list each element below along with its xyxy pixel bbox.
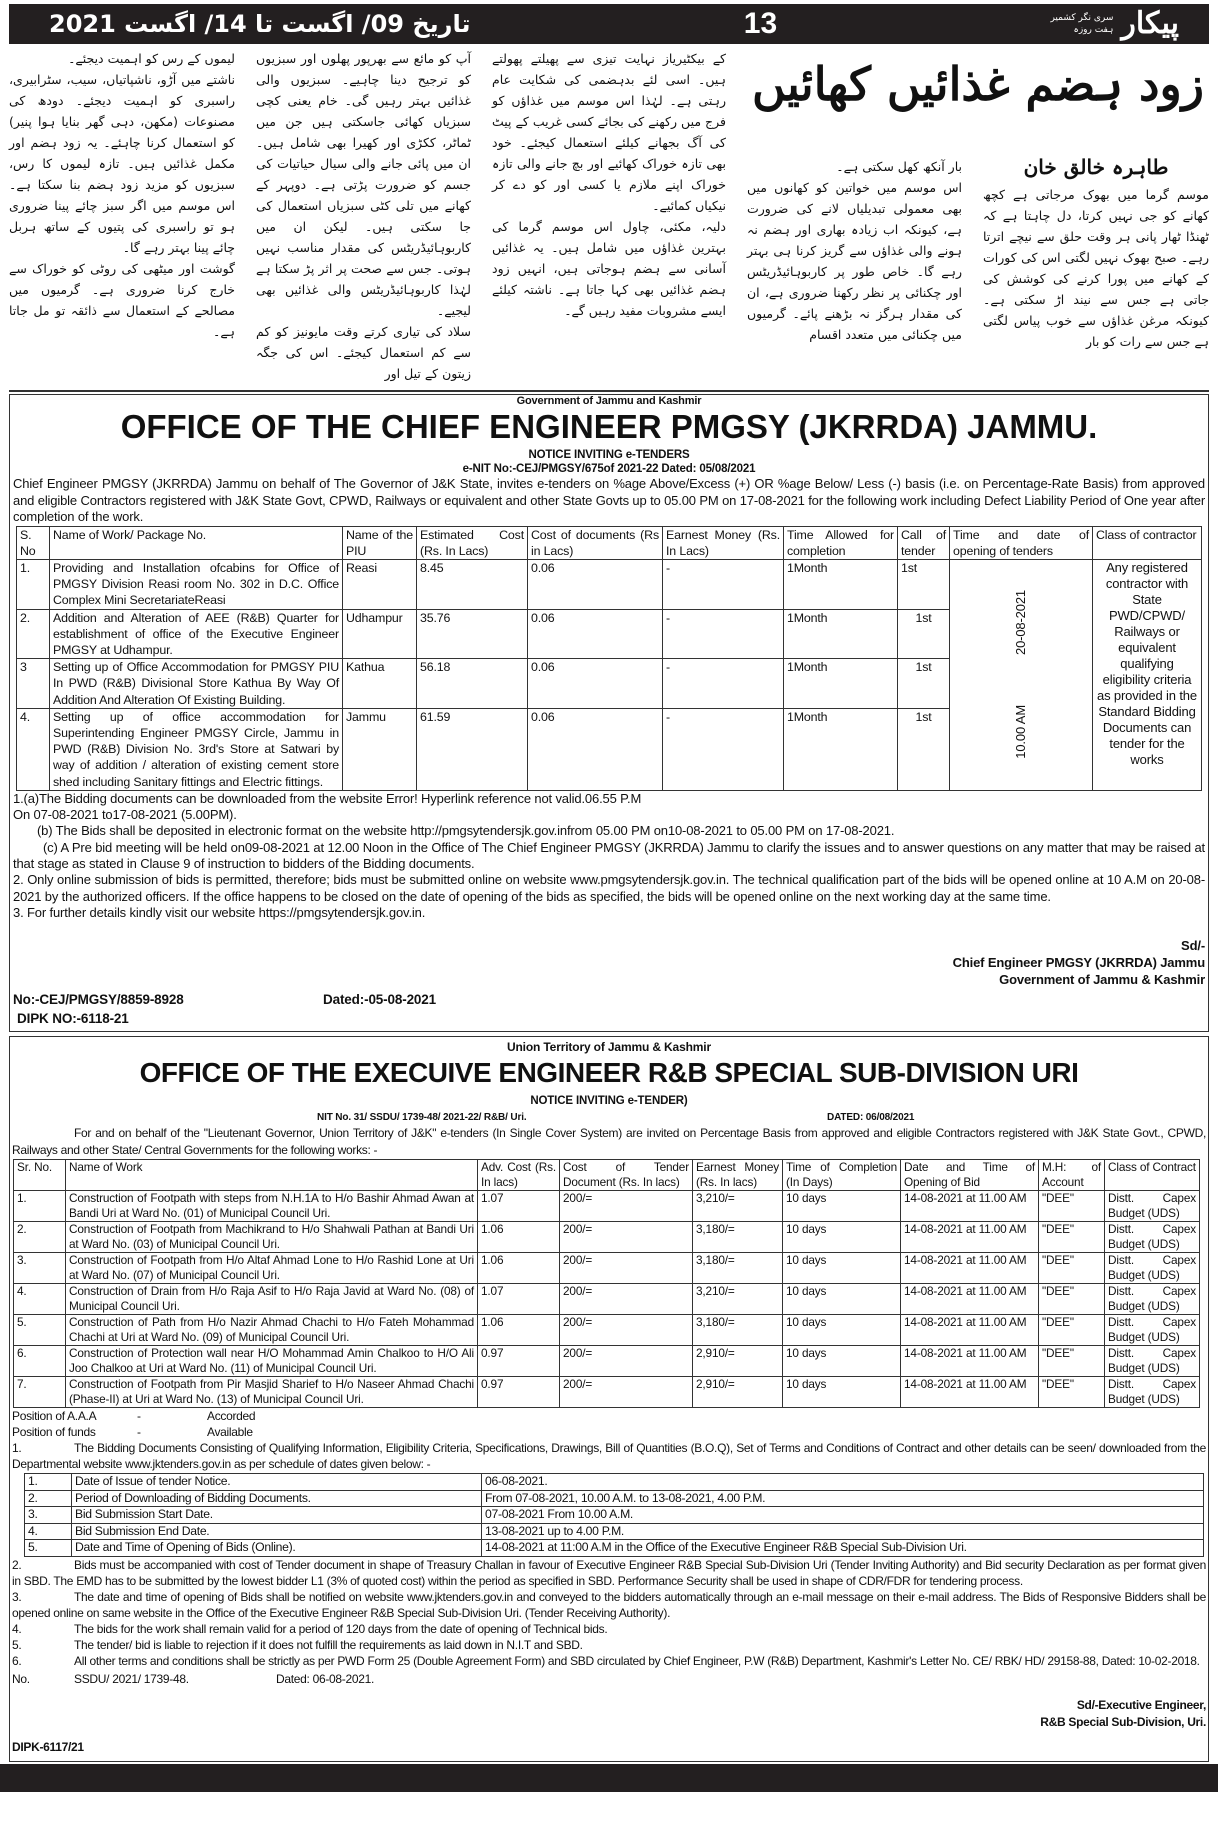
table-row <box>14 1253 1200 1284</box>
nit-number: NIT No. 31/ SSDU/ 1739-48/ 2021-22/ R&B/ Uri. <box>317 1112 527 1124</box>
table-cell: Distt. Capex Budget (UDS) <box>1105 1222 1200 1253</box>
signatory-title: Chief Engineer PMGSY (JKRRDA) Jammu <box>952 955 1205 971</box>
table-cell: 8.45 <box>417 559 528 609</box>
schedule-row <box>25 1474 1204 1491</box>
para-text: The Bidding Documents Consisting of Qualifying Information, Eligibility Criteria, Specifications, Drawings, Bill of Quantities (B.O.Q), Set of Terms and Conditions of Contract and other details can be seen/ downloaded from the Departmental website www.jktenders.gov.in as per schedule of dates given below: - <box>12 1441 1206 1472</box>
table-row <box>14 1284 1200 1315</box>
table-cell: Distt. Capex Budget (UDS) <box>1105 1315 1200 1346</box>
issue-date: تاریخ 09/ اگست تا 14/ اگست 2021 <box>49 10 471 38</box>
table-cell: 10 days <box>783 1346 901 1377</box>
notice-intro: For and on behalf of the "Lieutenant Governor, Union Territory of J&K" e-tenders (In Single Cover System) are invited on Percentage Basis from approved and eligible Contractors registered with J&K State Govt., CPWD, Railways and other State/ Central Governments for the following works: - <box>12 1126 1206 1158</box>
para-text: The date and time of opening of Bids shall be notified on website www.jktenders.gov.in and conveyed to the bidders automatically through an e-mail message on their e-mail address. The Bids of Responsive Bidders shall be opened online on same website in the Office of the Executive Engineer R&B Special Sub-Division Uri. (Tender Receiving Authority). <box>12 1589 1206 1620</box>
article-column-1 <box>983 152 1209 384</box>
table-cell: 14-08-2021 at 11.00 AM <box>901 1377 1039 1408</box>
opening-time: 10.00 AM <box>1013 705 1028 760</box>
table-cell: - <box>663 708 784 790</box>
uri-works-table <box>13 1159 1200 1408</box>
column-header: Time and date of opening of tenders <box>950 526 1093 559</box>
table-cell: 0.06 <box>528 708 663 790</box>
article-paragraph: بار آنکھ کھل سکتی ہے۔ <box>836 159 962 174</box>
notice-ut: Union Territory of Jammu & Kashmir <box>506 1040 712 1055</box>
no-value: SSDU/ 2021/ 1739-48. <box>74 1671 189 1686</box>
schedule-cell: 1. <box>25 1474 72 1491</box>
table-cell: 4. <box>14 1284 66 1315</box>
schedule-cell: Date and Time of Opening of Bids (Online). <box>72 1540 482 1557</box>
table-cell: 1.07 <box>478 1191 560 1222</box>
column-header: Call of tender <box>898 526 950 559</box>
funds-value: Available <box>207 1425 253 1440</box>
table-cell: 1st <box>898 609 950 659</box>
table-cell: "DEE" <box>1039 1377 1105 1408</box>
table-cell: 61.59 <box>417 708 528 790</box>
contractor-class: Any registered contractor with State PWD/CPWD/ Railways or equivalent qualifying eligibility criteria as provided in the Standard Bidding Documents can tender for the works <box>1093 559 1202 790</box>
table-cell: 5. <box>14 1315 66 1346</box>
schedule-cell: Period of Downloading of Bidding Documents. <box>72 1490 482 1507</box>
table-cell: 14-08-2021 at 11.00 AM <box>901 1346 1039 1377</box>
column-header: M.H: of Account <box>1039 1160 1105 1191</box>
table-cell: 200/= <box>560 1191 693 1222</box>
table-cell: 200/= <box>560 1315 693 1346</box>
nit-date: DATED: 06/08/2021 <box>827 1112 915 1124</box>
table-cell: Providing and Installation ofcabins for Office of PMGSY Division Reasi room No. 302 in D.C. Office Complex Mini SecretariateReasi <box>50 559 343 609</box>
table-cell: 10 days <box>783 1253 901 1284</box>
article-column-5 <box>9 48 235 384</box>
table-cell: Distt. Capex Budget (UDS) <box>1105 1191 1200 1222</box>
table-cell: 10 days <box>783 1315 901 1346</box>
article-paragraph: اس موسم میں خواتین کو کھانوں میں بھی معمولی تبدیلیاں لانے کی ضرورت ہے، کیونکہ اب زیادہ بھاری اور ہضم نہ ہونے والی غذاؤں سے گریز کرنا ہی بہتر رہے گا۔ خاص طور پر کاربوہائیڈریٹس اور چکنائی پر نظر رکھنا ضروری ہے، ان کی مقدار ہرگز نہ بڑھنے پائے۔ گرمیوں میں چکنائی میں متعدد اقسام <box>747 180 962 342</box>
article-column-4 <box>256 48 471 384</box>
table-cell: Construction of Footpath with steps from N.H.1A to H/o Bashir Ahmad Awan at Bandi Uri at Ward No. (01) of Municipal Council Uri. <box>66 1191 478 1222</box>
column-header: Name of Work/ Package No. <box>50 526 343 559</box>
table-row <box>14 1222 1200 1253</box>
schedule-cell: 07-08-2021 From 10.00 A.M. <box>482 1507 1204 1524</box>
table-cell: 200/= <box>560 1377 693 1408</box>
logo-subtitle: ہفت روزہ <box>1073 25 1114 35</box>
signatory-government: Government of Jammu & Kashmir <box>999 972 1205 988</box>
table-cell: 14-08-2021 at 11.00 AM <box>901 1315 1039 1346</box>
table-cell: Reasi <box>343 559 417 609</box>
table-cell: 0.97 <box>478 1346 560 1377</box>
table-cell: 10 days <box>783 1377 901 1408</box>
table-cell: Jammu <box>343 708 417 790</box>
table-cell: 1Month <box>784 708 898 790</box>
footer-bar <box>0 1764 1218 1792</box>
column-header: Time of Completion (In Days) <box>783 1160 901 1191</box>
schedule-cell: 14-08-2021 at 11:00 A.M in the Office of the Executive Engineer R&B Special Sub-Division Uri. <box>482 1540 1204 1557</box>
table-cell: Distt. Capex Budget (UDS) <box>1105 1284 1200 1315</box>
table-cell: Setting up of office accommodation for Superintending Engineer PMGSY Circle, Jammu in PWD (R&B) Division No. 3rd's Store at Satwari by way of addition / alteration of existing cement store shed including Sanitary fittings and Electric fittings. <box>50 708 343 790</box>
table-cell: 14-08-2021 at 11.00 AM <box>901 1284 1039 1315</box>
table-cell: Addition and Alteration of AEE (R&B) Quarter for establishment of office of the Executive Engineer PMGSY at Udhampur. <box>50 609 343 659</box>
table-cell: 200/= <box>560 1284 693 1315</box>
table-cell: 14-08-2021 at 11.00 AM <box>901 1191 1039 1222</box>
no-label: No. <box>12 1671 30 1686</box>
table-cell: 200/= <box>560 1346 693 1377</box>
article-headline: زود ہضم غذائیں کھائیں <box>752 57 1204 111</box>
signature-sd: Sd/- <box>1181 938 1205 954</box>
table-cell: 200/= <box>560 1222 693 1253</box>
table-cell: 10 days <box>783 1284 901 1315</box>
table-cell: 1Month <box>784 559 898 609</box>
uri-tender-notice <box>9 1036 1209 1762</box>
column-header: Time Allowed for completion <box>784 526 898 559</box>
article-paragraph: دلیہ، مکئی، چاول اس موسم گرما کی بہترین غذاؤں میں شامل ہیں۔ یہ غذائیں آسانی سے ہضم ہوجاتی ہیں، انہیں زود ہضم غذائیں بھی کہا جاتا ہے۔ ناشتہ کیلئے ایسے مشروبات مفید رہیں گے۔ <box>492 219 726 318</box>
column-header: Date and Time of Opening of Bid <box>901 1160 1039 1191</box>
notice-paragraph <box>12 1557 1206 1589</box>
table-cell: 0.06 <box>528 609 663 659</box>
logo-location: سری نگر کشمیر <box>1050 13 1114 23</box>
article-byline: طاہرہ خالق خان <box>1023 155 1169 179</box>
table-cell: 1st <box>898 708 950 790</box>
table-cell: 6. <box>14 1346 66 1377</box>
column-header: Earnest Money (Rs. In Lacs) <box>663 526 784 559</box>
schedule-table <box>24 1473 1204 1557</box>
table-cell: Kathua <box>343 659 417 709</box>
table-cell: 3 <box>17 659 50 709</box>
table-row <box>14 1191 1200 1222</box>
schedule-row <box>25 1540 1204 1557</box>
notice-subtitle: NOTICE INVITING e-TENDER) <box>530 1095 688 1108</box>
pmgsy-works-table <box>16 526 1202 791</box>
aaa-label: Position of A.A.A <box>12 1409 97 1424</box>
table-cell: Udhampur <box>343 609 417 659</box>
table-cell: 2,910/= <box>693 1377 783 1408</box>
table-cell: 0.06 <box>528 559 663 609</box>
column-header: Name of Work <box>66 1160 478 1191</box>
schedule-cell: 06-08-2021. <box>482 1474 1204 1491</box>
table-cell: Construction of Drain from H/o Raja Asif to H/o Raja Javid at Ward No. (08) of Municipal Council Uri. <box>66 1284 478 1315</box>
article-column-2 <box>747 152 962 384</box>
column-header: Estimated Cost (Rs. In Lacs) <box>417 526 528 559</box>
column-header: Adv. Cost (Rs. In lacs) <box>478 1160 560 1191</box>
no-date: Dated: 06-08-2021. <box>276 1671 375 1686</box>
article-paragraph: لیموں کے رس کو اہمیت دیجئے۔ <box>68 51 235 66</box>
table-header-row <box>17 526 1202 559</box>
column-header: Cost of Tender Document (Rs. In lacs) <box>560 1160 693 1191</box>
notice-paragraph <box>12 1589 1206 1621</box>
masthead-bar <box>9 4 1209 44</box>
table-cell: "DEE" <box>1039 1253 1105 1284</box>
notice-paragraph <box>12 1653 1206 1669</box>
table-cell: 14-08-2021 at 11.00 AM <box>901 1253 1039 1284</box>
signatory-office: R&B Special Sub-Division, Uri. <box>1040 1714 1206 1729</box>
article-paragraph: موسم گرما میں بھوک مرجاتی ہے کچھ کھانے کو جی نہیں کرتا، دل چاہتا ہے کہ ٹھنڈا ٹھار پانی ہر وقت حلق سے نیچے اترتا رہے۔ صبح بھوک نہیں لگتی اس کی کورات کے کھانے میں پورا کرنے کی کوشش کی جاتی ہے جس سے نیند اڑ سکتی ہے۔ کیونکہ مرغن غذاؤں سے خوب پیاس لگتی ہے جس سے رات کو بار <box>983 187 1209 349</box>
notice-title: OFFICE OF THE CHIEF ENGINEER PMGSY (JKRRDA) JAMMU. <box>120 408 1098 445</box>
signatory-title: Sd/-Executive Engineer, <box>1076 1697 1206 1712</box>
table-cell: Distt. Capex Budget (UDS) <box>1105 1253 1200 1284</box>
schedule-cell: 3. <box>25 1507 72 1524</box>
table-cell: - <box>663 609 784 659</box>
table-row <box>14 1346 1200 1377</box>
pmgsy-tender-notice <box>9 394 1209 1032</box>
schedule-cell: Bid Submission Start Date. <box>72 1507 482 1524</box>
table-cell: 35.76 <box>417 609 528 659</box>
table-cell: 1Month <box>784 659 898 709</box>
column-header: Class of contractor <box>1093 526 1202 559</box>
schedule-cell: 4. <box>25 1523 72 1540</box>
opening-date-cell <box>950 559 1093 790</box>
column-header: Sr. No. <box>14 1160 66 1191</box>
article-column-3 <box>492 48 726 384</box>
schedule-row <box>25 1490 1204 1507</box>
article-paragraph: کے بیکٹیریاز نہایت تیزی سے پھیلتے پھولتے ہیں۔ اسی لئے بدہضمی کی شکایت عام رہتی ہے۔ لہٰذا اس موسم میں غذاؤں کو فرج میں رکھنے کی بجائے کسی غریب کے پیٹ کی آگ بجھانے کیلئے استعمال کیجئے۔ خود بھی تازہ خوراک کھائیے اور بچ جانے والی تازہ خوراک اپنے ملازم یا کسی اور کو دے کر نیکیاں کمائیے۔ <box>492 51 726 213</box>
table-cell: Construction of Footpath from H/o Altaf Ahmad Lone to H/o Rashid Lone at Uri at Ward No. (07) of Municipal Council Uri. <box>66 1253 478 1284</box>
schedule-cell: 2. <box>25 1490 72 1507</box>
table-cell: 4. <box>17 708 50 790</box>
table-cell: 2. <box>14 1222 66 1253</box>
notice-note: 2. Only online submission of bids is permitted, therefore; bids must be submitted online on website www.pmgsytendersjk.gov.in. The technical qualification part of the bids will be opened online at 10 A.M on 20-08-2021 by the authorized officers. If the office happens to be closed on the date of opening of the bids as specified, the bids will be opened online on the next working day at the same time. <box>13 872 1205 904</box>
table-cell: "DEE" <box>1039 1315 1105 1346</box>
para-number: 3. <box>12 1589 22 1604</box>
table-cell: 1.06 <box>478 1253 560 1284</box>
table-cell: 1.06 <box>478 1315 560 1346</box>
column-header: Class of Contract <box>1105 1160 1200 1191</box>
schedule-cell: Bid Submission End Date. <box>72 1523 482 1540</box>
reference-number: No:-CEJ/PMGSY/8859-8928 <box>13 992 184 1008</box>
reference-date: Dated:-05-08-2021 <box>323 992 437 1008</box>
table-cell: 3,180/= <box>693 1253 783 1284</box>
table-cell: - <box>663 559 784 609</box>
notice-note: 1.(a)The Bidding documents can be downloaded from the website Error! Hyperlink reference not valid.06.55 P.M <box>13 790 642 806</box>
table-cell: 1. <box>14 1191 66 1222</box>
table-row <box>14 1315 1200 1346</box>
table-cell: 7. <box>14 1377 66 1408</box>
notice-note: (c) A Pre bid meeting will be held on09-08-2021 at 12.00 Noon in the Office of The Chief Engineer PMGSY (JKRRDA) Jammu to clarify the issues and to answer questions on any matter that may be raised at that stage as stated in Clause 9 of instruction to bidders of the Bidding documents. <box>13 839 1205 871</box>
para-text: The tender/ bid is liable to rejection if it does not fulfill the requirements as laid down in N.I.T and SBD. <box>74 1637 583 1652</box>
table-header-row <box>14 1160 1200 1191</box>
table-cell: "DEE" <box>1039 1191 1105 1222</box>
table-cell: 3,210/= <box>693 1191 783 1222</box>
table-cell: 56.18 <box>417 659 528 709</box>
notice-government: Government of Jammu and Kashmir <box>516 395 702 407</box>
table-cell: Setting up of Office Accommodation for PMGSY PIU In PWD (R&B) Divisional Store Kathua By Way Of Addition And Alteration Of Existing Building. <box>50 659 343 709</box>
aaa-value: Accorded <box>207 1409 256 1424</box>
column-header: Cost of documents (Rs in Lacs) <box>528 526 663 559</box>
table-cell: 14-08-2021 at 11.00 AM <box>901 1222 1039 1253</box>
schedule-cell: Date of Issue of tender Notice. <box>72 1474 482 1491</box>
funds-label: Position of funds <box>12 1425 96 1440</box>
table-cell: 1st <box>898 659 950 709</box>
schedule-row <box>25 1523 1204 1540</box>
enit-number: e-NIT No:-CEJ/PMGSY/675of 2021-22 Dated: 05/08/2021 <box>462 463 756 475</box>
table-cell: "DEE" <box>1039 1284 1105 1315</box>
schedule-cell: 5. <box>25 1540 72 1557</box>
para-number: 1. <box>12 1441 22 1456</box>
table-cell: 3,210/= <box>693 1284 783 1315</box>
table-cell: "DEE" <box>1039 1222 1105 1253</box>
notice-note: 3. For further details kindly visit our website https://pmgsytendersjk.gov.in. <box>13 904 426 920</box>
article-paragraph: ناشتے میں آڑو، ناشپاتیاں، سیب، سٹرابیری، راسبری کو اہمیت دیجئے۔ دودھ کی مصنوعات (مکھن، دہی گھر بنایا ہوا پنیر) کو استعمال کرنا چاہئے۔ یہ زود ہضم اور مکمل غذائیں ہیں۔ تازہ لیموں کا رس، سبزیوں کو مزید زود ہضم بنا سکتا ہے۔ اس موسم میں اگر سبز چائے پینا ضروری ہو تو راسبری کی پتیوں کے ساتھ ہربل چائے پینا بہتر رہے گا۔ <box>9 72 235 255</box>
column-header: Earnest Money (Rs. In lacs) <box>693 1160 783 1191</box>
table-cell: 3,180/= <box>693 1222 783 1253</box>
table-cell: 10 days <box>783 1191 901 1222</box>
notice-subtitle: NOTICE INVITING e-TENDERS <box>528 449 690 461</box>
para-number: 5. <box>12 1637 22 1652</box>
dipk-number: DIPK NO:-6118-21 <box>17 1011 129 1027</box>
newspaper-logo <box>1050 6 1179 42</box>
article-paragraph: گوشت اور میٹھی کی روٹی کو خوراک سے خارج کرنا ضروری ہے۔ گرمیوں میں مصالحے کے استعمال سے ذائقہ تو مل جاتا ہے۔ <box>9 261 235 339</box>
article-paragraph: سلاد کی تیاری کرتے وقت مایونیز کو کم سے کم استعمال کیجئے۔ اس کی جگہ زیتون کے تیل اور <box>256 324 471 381</box>
notice-note: (b) The Bids shall be deposited in electronic format on the website http://pmgsytendersjk.gov.infrom 05.00 PM on10-08-2021 to 05.00 PM on 17-08-2021. <box>37 823 895 839</box>
article-paragraph: آپ کو مائع سے بھرپور پھلوں اور سبزیوں کو ترجیح دینا چاہیے۔ سبزیوں والی غذائیں بہتر رہیں گی۔ خام یعنی کچی سبزیاں کھائی جاسکتی ہیں جن میں ٹماٹر، ککڑی اور کھیرا بھی شامل ہیں۔ ان میں پائی جانے والی سیال حیاتیات کی جسم کو ضرورت پڑتی ہے۔ دوپہر کے کھانے میں تلی کٹی سبزیاں استعمال کی جا سکتی ہیں۔ لیکن ان میں کاربوہائیڈریٹس کی مقدار مناسب نہیں ہوتی۔ جس سے صحت پر اثر پڑ سکتا ہے لہٰذا کاربوہائیڈریٹس والی غذائیں بھی لیجیے۔ <box>256 51 471 318</box>
table-cell: Construction of Protection wall near H/O Mohammad Amin Chalkoo to H/O Ali Joo Chalkoo at Uri at Ward No. (11) of Municipal Council Uri. <box>66 1346 478 1377</box>
funds-dash: - <box>137 1425 141 1440</box>
urdu-article <box>9 44 1209 392</box>
table-cell: 1.06 <box>478 1222 560 1253</box>
schedule-cell: From 07-08-2021, 10.00 A.M. to 13-08-2021, 4.00 P.M. <box>482 1490 1204 1507</box>
table-cell: Distt. Capex Budget (UDS) <box>1105 1377 1200 1408</box>
table-cell: Construction of Footpath from Machikrand to H/o Shahwali Pathan at Bandi Uri at Ward No. (03) of Municipal Council Uri. <box>66 1222 478 1253</box>
table-cell: Construction of Footpath from Pir Masjid Sharief to H/o Naseer Ahmad Chachi (Phase-II) at Uri at Ward No. (13) of Municipal Council Uri. <box>66 1377 478 1408</box>
notice-note: On 07-08-2021 to17-08-2021 (5.00PM). <box>13 807 237 823</box>
para-text: Bids must be accompanied with cost of Tender document in shape of Treasury Challan in favour of Executive Engineer R&B Special Sub-Division Uri (Tender Inviting Authority) and Bid security Declaration as per format given in SBD. The EMD has to be submitted by the lowest bidder L1 (3% of quoted cost) within the period as specified in SBD. Performance Security shall be used in shape of CDR/FDR for tendering process. <box>12 1557 1206 1588</box>
table-cell: 1. <box>17 559 50 609</box>
table-cell: 1st <box>898 559 950 609</box>
table-cell: "DEE" <box>1039 1346 1105 1377</box>
notice-title: OFFICE OF THE EXECUIVE ENGINEER R&B SPECIAL SUB-DIVISION URI <box>139 1057 1079 1089</box>
column-header: S. No <box>17 526 50 559</box>
table-cell: 3,180/= <box>693 1315 783 1346</box>
para-number: 2. <box>12 1557 22 1572</box>
opening-date: 20-08-2021 <box>1013 590 1028 656</box>
schedule-cell: 13-08-2021 up to 4.00 P.M. <box>482 1523 1204 1540</box>
notice-intro: Chief Engineer PMGSY (JKRRDA) Jammu on behalf of The Governor of J&K State, invites e-tenders on %age Above/Excess (+) OR %age Below/ Less (-) basis (i.e. on Percentage-Rate Basis) from approved and eligible Contractors registered with J&K State Govt, CPWD, Railways or equivalent and other State Govts up to 05.00 PM on 17-08-2021 for the following work including Defect Liability Period of One year after completion of the work. <box>13 476 1205 524</box>
table-cell: 1.07 <box>478 1284 560 1315</box>
table-row <box>14 1377 1200 1408</box>
table-cell: 3. <box>14 1253 66 1284</box>
table-cell: - <box>663 659 784 709</box>
table-cell: 10 days <box>783 1222 901 1253</box>
notice-paragraph <box>12 1621 1206 1637</box>
table-cell: Construction of Path from H/o Nazir Ahmad Chachi to H/o Fateh Mohammad Chachi at Uri at Ward No. (09) of Municipal Council Uri. <box>66 1315 478 1346</box>
column-header: Name of the PIU <box>343 526 417 559</box>
para-text: All other terms and conditions shall be strictly as per PWD Form 25 (Double Agreement Form) and SBD circulated by Chief Engineer, P.W (R&B) Department, Kashmir's Letter No. CE/ RBK/ HD/ 29158-88, Dated: 10-02-2018. <box>74 1653 1200 1668</box>
dipk-number: DIPK-6117/21 <box>12 1739 84 1754</box>
table-cell: 0.97 <box>478 1377 560 1408</box>
para-number: 4. <box>12 1621 22 1636</box>
table-cell: 2,910/= <box>693 1346 783 1377</box>
table-cell: Distt. Capex Budget (UDS) <box>1105 1346 1200 1377</box>
logo-text: پیکار <box>1121 6 1179 41</box>
schedule-row <box>25 1507 1204 1524</box>
table-cell: 1Month <box>784 609 898 659</box>
table-row <box>17 559 1202 609</box>
para-text: The bids for the work shall remain valid for a period of 120 days from the date of opening of Technical bids. <box>74 1621 608 1636</box>
table-cell: 2. <box>17 609 50 659</box>
table-cell: 200/= <box>560 1253 693 1284</box>
table-cell: 0.06 <box>528 659 663 709</box>
notice-paragraph <box>12 1637 1206 1653</box>
page-number: 13 <box>743 7 778 40</box>
para-number: 6. <box>12 1653 22 1668</box>
aaa-dash: - <box>137 1409 141 1424</box>
